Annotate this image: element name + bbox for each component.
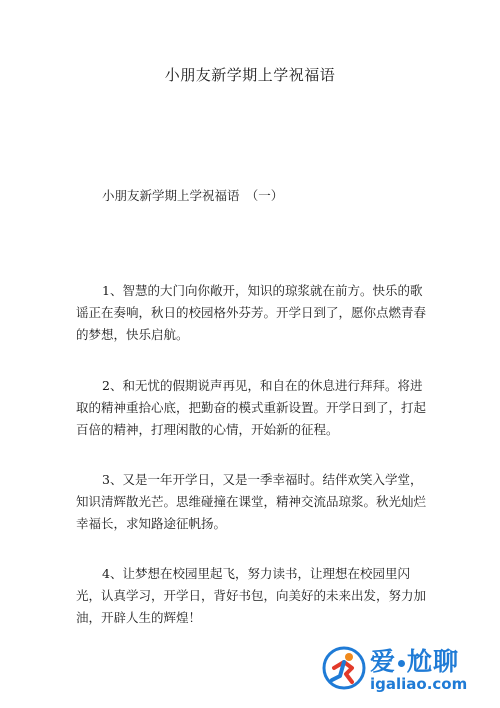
running-figure-icon (322, 646, 366, 690)
paragraph-1 (76, 280, 426, 346)
paragraph-4 (76, 563, 426, 629)
dot-separator-icon (398, 660, 405, 667)
section-heading: 小朋友新学期上学祝福语 （一） (102, 188, 284, 203)
paragraph-text: 3、又是一年开学日，又是一季幸福时。结伴欢笑入学堂，知识清辉散光芒。思维碰撞在课堂，精神交流品琼浆。秋光灿烂幸福长，求知路途征帆扬。 (76, 472, 427, 531)
paragraph-3 (76, 469, 426, 535)
watermark-name (370, 642, 459, 678)
watermark-name-part1: 爱 (370, 647, 397, 676)
paragraph-text: 1、智慧的大门向你敞开，知识的琼浆就在前方。快乐的歌谣正在奏响，秋日的校园格外芬芳。开学日到了，愿你点燃青春的梦想，快乐启航。 (76, 283, 427, 342)
watermark-name-part2: 尬聊 (407, 647, 460, 676)
site-watermark-logo (322, 642, 490, 700)
paragraph-text: 2、和无忧的假期说声再见，和自在的休息进行拜拜。将进取的精神重拾心底，把勤奋的模式重新设置。开学日到了，打起百倍的精神，打理闲散的心情，开始新的征程。 (76, 378, 427, 437)
paragraph-text: 4、让梦想在校园里起飞，努力读书，让理想在校园里闪光，认真学习，开学日，背好书包，向美好的未来出发，努力加油，开辟人生的辉煌！ (76, 566, 427, 625)
document-title: 小朋友新学期上学祝福语 (164, 66, 336, 84)
watermark-url: igaliao.com (370, 675, 468, 693)
paragraph-2 (76, 375, 426, 441)
